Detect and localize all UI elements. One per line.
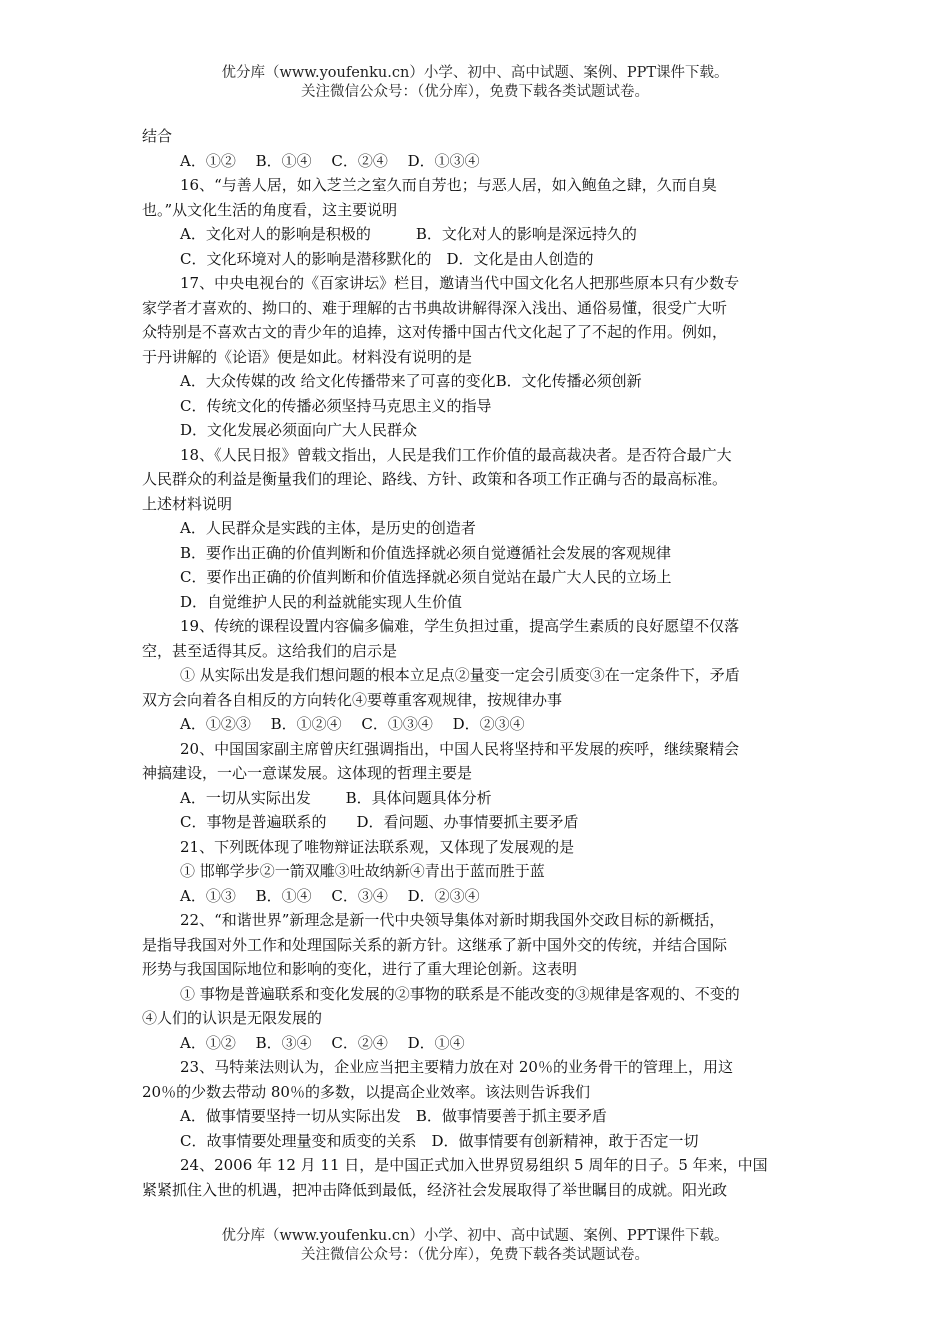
text-line: 20％的少数去带动 80％的多数，以提高企业效率。该法则告诉我们: [142, 1082, 590, 1101]
header-line-2: 关注微信公众号：（优分库），免费下载各类试题试卷。: [301, 84, 649, 100]
text-line: A．文化对人的影响是积极的 B．文化对人的影响是深远持久的: [180, 225, 637, 243]
text-line: 紧紧抓住入世的机遇，把冲击降低到最低，经济社会发展取得了举世瞩目的成就。阳光政: [142, 1180, 728, 1199]
header-line-1: 优分库（www.youfenku.cn）小学、初中、高中试题、案例、PPT课件下载。: [221, 65, 729, 81]
text-line: A．①②③ B．①②④ C．①③④ D．②③④: [180, 715, 525, 733]
text-line: ① 事物是普遍联系和变化发展的②事物的联系是不能改变的③规律是客观的、不变的: [180, 984, 740, 1003]
footer-line-2: 关注微信公众号：（优分库），免费下载各类试题试卷。: [301, 1247, 649, 1263]
page-header: [0, 64, 950, 102]
text-line: 17、中央电视台的《百家讲坛》栏目，邀请当代中国文化名人把那些原本只有少数专: [180, 274, 740, 292]
text-line: ① 从实际出发是我们想问题的根本立足点②量变一定会引质变③在一定条件下，矛盾: [180, 666, 740, 684]
text-line: B．要作出正确的价值判断和价值选择就必须自觉遵循社会发展的客观规律: [180, 543, 672, 562]
text-line: C．文化环境对人的影响是潜移默化的 D．文化是由人创造的: [180, 249, 594, 268]
text-line: 形势与我国国际地位和影响的变化，进行了重大理论创新。这表明: [142, 960, 578, 978]
document-body: [142, 124, 810, 1202]
text-line: 20、中国国家副主席曾庆红强调指出，中国人民将坚持和平发展的疾呼，继续聚精会: [180, 739, 740, 758]
page-footer: [0, 1227, 950, 1265]
text-line: 23、马特莱法则认为，企业应当把主要精力放在对 20％的业务骨干的管理上，用这: [180, 1058, 733, 1076]
text-line: 24、2006 年 12 月 11 日，是中国正式加入世界贸易组织 5 周年的日子。5 年来，中国: [180, 1156, 768, 1174]
text-line: A．①② B．①④ C．②④ D．①③④: [180, 151, 480, 170]
text-line: A．大众传媒的改 给文化传播带来了可喜的变化B．文化传播必须创新: [180, 372, 642, 390]
text-line: D．自觉维护人民的利益就能实现人生价值: [180, 592, 463, 611]
text-line: 16、“与善人居，如入芝兰之室久而自芳也；与恶人居，如入鲍鱼之肆，久而自臭: [180, 176, 717, 194]
text-line: 21、下列既体现了唯物辩证法联系观，又体现了发展观的是: [180, 837, 575, 856]
text-line: A．①③ B．①④ C．③④ D．②③④: [180, 886, 480, 905]
text-line: A．①② B．③④ C．②④ D．①④: [180, 1033, 465, 1052]
text-line: 双方会向着各自相反的方向转化④要尊重客观规律，按规律办事: [142, 690, 563, 709]
text-line: 22、“和谐世界”新理念是新一代中央领导集体对新时期我国外交政目标的新概括，: [180, 911, 725, 929]
text-line: 人民群众的利益是衡量我们的理论、路线、方针、政策和各项工作正确与否的最高标准。: [142, 470, 728, 488]
text-line: ④人们的认识是无限发展的: [142, 1009, 323, 1027]
text-line: ① 邯郸学步②一箭双雕③吐故纳新④青出于蓝而胜于蓝: [180, 862, 545, 880]
text-line: 是指导我国对外工作和处理国际关系的新方针。这继承了新中国外交的传统，并结合国际: [142, 935, 728, 954]
text-line: A．一切从实际出发 B．具体问题具体分析: [180, 788, 492, 807]
text-line: 神搞建设，一心一意谋发展。这体现的哲理主要是: [142, 764, 473, 782]
footer-line-1: 优分库（www.youfenku.cn）小学、初中、高中试题、案例、PPT课件下载。: [221, 1228, 729, 1244]
text-line: D．文化发展必须面向广大人民群众: [180, 421, 418, 439]
text-line: A．人民群众是实践的主体，是历史的创造者: [180, 519, 476, 537]
text-line: C．事物是普遍联系的 D．看问题、办事情要抓主要矛盾: [180, 813, 579, 831]
text-line: C．故事情要处理量变和质变的关系 D．做事情要有创新精神，敢于否定一切: [180, 1131, 699, 1150]
text-line: C．传统文化的传播必须坚持马克思主义的指导: [180, 396, 492, 415]
text-line: 19、传统的课程设置内容偏多偏难，学生负担过重，提高学生素质的良好愿望不仅落: [180, 617, 740, 635]
text-line: C．要作出正确的价值判断和价值选择就必须自觉站在最广大人民的立场上: [180, 568, 672, 586]
text-line: 也。”从文化生活的角度看，这主要说明: [142, 200, 398, 219]
text-line: A．做事情要坚持一切从实际出发 B．做事情要善于抓主要矛盾: [180, 1107, 607, 1125]
text-line: 18、《人民日报》曾载文指出，人民是我们工作价值的最高裁决者。是否符合最广大: [180, 445, 732, 464]
text-line: 结合: [142, 127, 173, 145]
text-line: 上述材料说明: [142, 494, 233, 513]
text-line: 众特别是不喜欢古文的青少年的追捧，这对传播中国古代文化起了了不起的作用。例如，: [142, 323, 728, 341]
text-line: 空，甚至适得其反。这给我们的启示是: [142, 641, 398, 660]
text-line: 于丹讲解的《论语》便是如此。材料没有说明的是: [142, 347, 473, 366]
text-line: 家学者才喜欢的、拗口的、难于理解的古书典故讲解得深入浅出、通俗易懂，很受广大听: [142, 298, 728, 317]
